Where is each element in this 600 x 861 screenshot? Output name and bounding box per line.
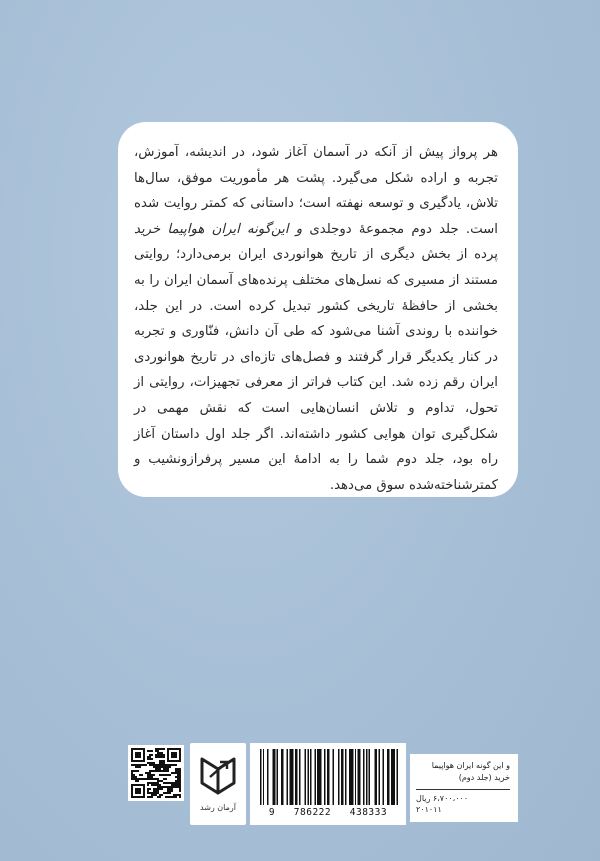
blurb-book-title: و این‌گونه ایران هواپیما خرید bbox=[134, 221, 303, 237]
price-label-title: و این گونه ایران هواپیما خرید (جلد دوم) bbox=[431, 761, 510, 782]
publisher-logo bbox=[190, 743, 246, 825]
blurb-line: هر پرواز پیش از آنکه در آسمان آغاز شود، در اندیشه، آموزش، تجربه bbox=[134, 145, 499, 186]
blurb-line: جلد دوم مجموعهٔ دوجلدی bbox=[309, 221, 459, 237]
price-label bbox=[410, 754, 518, 822]
blurb-line: یادگیری و توسعه نهفته است؛ داستانی که کمتر روایت شده است. bbox=[134, 196, 498, 237]
qr-code[interactable] bbox=[128, 745, 184, 801]
blurb-line: و اراده شکل می‌گیرد. پشت هر مأموریت موفق، سال‌ها تلاش، bbox=[134, 170, 498, 212]
blurb-line: حافظهٔ تاریخی کشور تبدیل کرده است. در این جلد، خواننده با bbox=[134, 298, 499, 340]
blurb-line: ادامهٔ این مسیر پرفرازونشیب و کمترشناخته‌شده سوق می‌دهد. bbox=[134, 452, 498, 493]
price-label-divider bbox=[416, 789, 510, 790]
blurb-line: روندی آشنا می‌شود که طی آن دانش، فنّاوری و تجربه در کنار bbox=[134, 324, 498, 365]
isbn-barcode bbox=[250, 743, 406, 825]
blurb-line: و تلاش انسان‌هایی است که نقش مهمی در شکل‌گیری توان هوایی bbox=[134, 400, 498, 442]
back-cover-blurb-card bbox=[118, 122, 518, 497]
blurb-line: بخش دیگری از تاریخ هوانوردی ایران برمی‌دارد؛ روایتی مستند از bbox=[134, 247, 498, 288]
blurb-line: یکدیگر قرار گرفتند و فصل‌های تازه‌ای در تاریخ هوانوردی ایران رقم bbox=[134, 349, 498, 391]
qr-code-icon bbox=[131, 748, 181, 798]
blurb-line: مسیری که نسل‌های مختلف پرنده‌های آسمان ایران را به بخشی از bbox=[134, 272, 499, 314]
barcode-bars bbox=[260, 749, 398, 805]
back-cover-blurb bbox=[134, 140, 498, 498]
blurb-line: پرده از bbox=[457, 247, 498, 263]
price-code: ۲۰۱۰۱۱ bbox=[416, 805, 442, 814]
price-value: ۶،۷۰۰،۰۰۰ ریال bbox=[416, 794, 469, 803]
blurb-line: کشور داشته‌اند. اگر جلد اول داستان آغاز راه بود، جلد دوم شما را به bbox=[134, 426, 499, 468]
open-book-arrow-icon bbox=[198, 753, 238, 797]
isbn-digits: 9 786222 438333 bbox=[268, 807, 388, 818]
blurb-line: زده شد. این کتاب فراتر از معرفی تجهیزات، روایتی از تحول، تداوم bbox=[134, 375, 498, 416]
cover-bottom-strip bbox=[118, 743, 518, 827]
publisher-name: آرمان رشد bbox=[200, 803, 236, 812]
